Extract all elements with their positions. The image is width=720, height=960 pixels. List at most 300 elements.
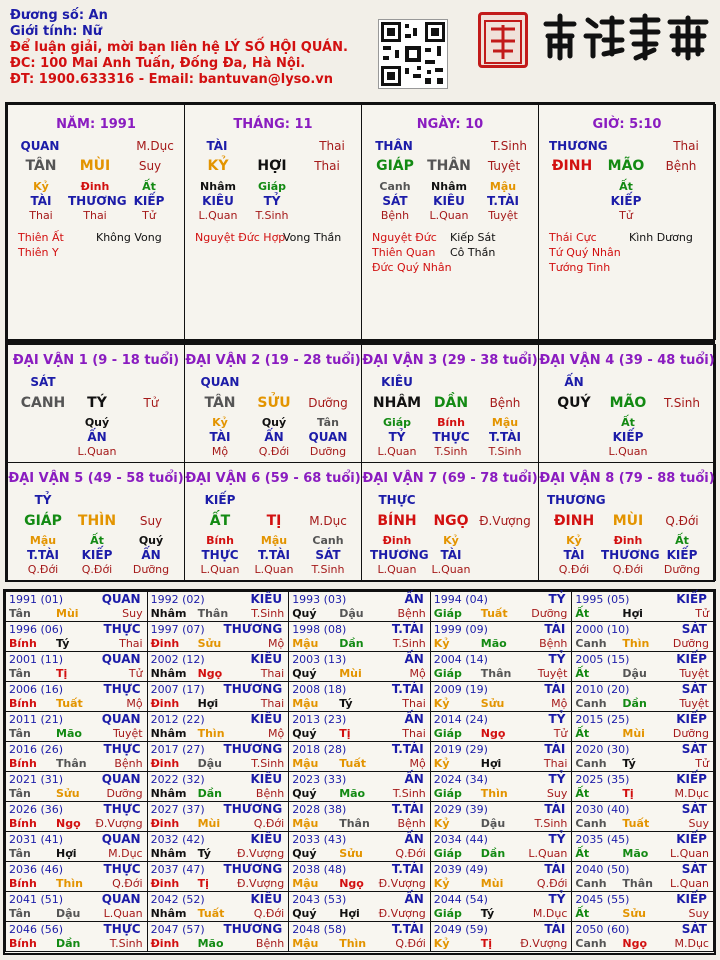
decade-stem-star: QUAN <box>200 375 240 389</box>
year-label: 2031 (41) <box>9 833 64 846</box>
year-cell <box>430 771 573 802</box>
year-star: T.TÀI <box>391 802 424 816</box>
shensha-left: Nguyệt Đức Hợp <box>195 231 286 244</box>
year-cell <box>147 801 290 832</box>
year-star: ẤN <box>404 592 424 606</box>
decade-cell <box>361 344 539 463</box>
year-branch: Tuất <box>339 757 366 770</box>
year-stem: Giáp <box>433 847 462 860</box>
year-stem: Quý <box>292 787 317 800</box>
decade-hidden-stem: Ất <box>675 534 689 547</box>
year-branch: Thân <box>197 607 229 620</box>
year-label: 2039 (49) <box>433 863 488 876</box>
year-label: 2002 (12) <box>150 653 205 666</box>
year-phase: Mộ <box>551 697 568 710</box>
decade-title: ĐẠI VẬN 2 (19 - 28 tuổi) <box>185 353 361 368</box>
year-phase: Mộ <box>267 637 285 650</box>
year-star: QUAN <box>101 892 141 906</box>
year-phase: T.Sinh <box>534 817 568 830</box>
decade-hidden-star: T.TÀI <box>489 430 521 444</box>
decade-hidden-star: KIẾP <box>81 548 113 562</box>
year-star: THỰC <box>103 802 141 816</box>
year-stem: Mậu <box>292 817 319 830</box>
annual-luck-table <box>3 589 716 955</box>
pillar-earthly-branch: HỢI <box>257 158 287 174</box>
pillar-cell <box>184 104 362 340</box>
owner-info <box>10 8 370 88</box>
year-phase: Tuyệt <box>679 667 709 680</box>
year-phase: Dưỡng <box>106 787 143 800</box>
decade-hidden-stem: Giáp <box>382 416 412 429</box>
decade-hidden-star: THƯƠNG <box>601 548 660 562</box>
shensha-left: Thái Cực <box>549 231 597 244</box>
year-branch: Dậu <box>622 667 647 680</box>
year-star: THỰC <box>103 682 141 696</box>
year-stem: Đinh <box>150 937 180 950</box>
year-star: KIẾP <box>676 832 707 846</box>
decade-stem-star: KIẾP <box>204 493 236 507</box>
year-phase: Q.Đới <box>112 877 143 890</box>
hidden-stem-phase: Tử <box>619 209 633 222</box>
decade-phase: Suy <box>139 514 163 528</box>
year-star: KIÊU <box>250 892 283 906</box>
year-cell <box>147 681 290 712</box>
year-stem: Nhâm <box>150 727 187 740</box>
year-label: 2012 (22) <box>150 713 205 726</box>
year-branch: Mão <box>622 847 649 860</box>
year-star: THỰC <box>103 742 141 756</box>
year-branch: Dậu <box>480 817 506 830</box>
year-branch: Sửu <box>480 697 505 710</box>
brand-calligraphy-graphic <box>540 10 712 66</box>
decade-cell <box>184 462 362 581</box>
year-star: TÀI <box>544 922 566 936</box>
year-cell <box>571 921 714 952</box>
shensha-right: Không Vong <box>96 231 162 244</box>
year-stem: Quý <box>292 727 317 740</box>
year-label: 2020 (30) <box>575 743 630 756</box>
year-star: T.TÀI <box>391 622 424 636</box>
decade-hidden-star: THƯƠNG <box>370 548 429 562</box>
year-star: THƯƠNG <box>223 682 283 696</box>
decade-hidden-phase: L.Quan <box>377 563 417 576</box>
pillar-heavenly-stem: ĐINH <box>551 158 593 174</box>
decade-hidden-star: TỶ <box>388 430 406 444</box>
year-star: SÁT <box>681 922 707 936</box>
year-star: TÀI <box>544 862 566 876</box>
year-cell <box>288 801 431 832</box>
pillar-branch-phase: Tuyệt <box>487 159 521 173</box>
year-stem: Bính <box>9 877 37 890</box>
year-phase: Thai <box>119 637 143 650</box>
year-stem: Canh <box>575 817 607 830</box>
year-label: 2028 (38) <box>292 803 347 816</box>
year-cell <box>5 651 148 682</box>
year-stem: Mậu <box>292 877 319 890</box>
shensha-left: Đức Quý Nhân <box>372 261 452 274</box>
decade-hidden-stem: Mậu <box>29 534 57 547</box>
decade-hidden-stem: Kỷ <box>566 534 582 547</box>
year-label: 2004 (14) <box>433 653 488 666</box>
year-cell <box>288 681 431 712</box>
year-label: 2005 (15) <box>575 653 630 666</box>
year-branch: Tị <box>197 877 209 890</box>
year-phase: Thai <box>260 697 285 710</box>
year-phase: Bệnh <box>255 787 285 800</box>
pillar-branch-phase: Thai <box>314 159 340 173</box>
year-branch: Hợi <box>339 907 360 920</box>
decade-hidden-phase: Q.Đới <box>558 563 590 576</box>
year-cell <box>430 891 573 922</box>
year-label: 2043 (53) <box>292 893 347 906</box>
year-cell <box>571 651 714 682</box>
decade-earthly-branch: MÙI <box>612 513 644 529</box>
year-stem: Mậu <box>292 637 319 650</box>
hidden-stem-star: KIẾP <box>610 194 642 208</box>
year-branch: Dần <box>56 937 81 950</box>
year-star: THƯƠNG <box>223 742 283 756</box>
contact-phone-email: ĐT: 1900.633316 - Email: bantuvan@lyso.vn <box>10 72 334 87</box>
contact-address: ĐC: 100 Mai Anh Tuấn, Đống Đa, Hà Nội. <box>10 56 306 71</box>
year-phase: Mộ <box>409 757 426 770</box>
year-branch: Sửu <box>56 787 80 800</box>
decade-stem-star: KIÊU <box>381 375 413 389</box>
year-phase: Q.Đới <box>253 817 285 830</box>
year-cell <box>5 681 148 712</box>
year-phase: Suy <box>688 907 709 920</box>
year-label: 1994 (04) <box>433 593 488 606</box>
year-cell <box>571 891 714 922</box>
decade-hidden-phase: Q.Đới <box>258 445 290 458</box>
year-cell <box>571 681 714 712</box>
year-branch: Dần <box>480 847 506 860</box>
contact-invite: Để luận giải, mời bạn liên hệ LÝ SỐ HỘI QUÁN. <box>10 40 348 55</box>
year-stem: Quý <box>292 607 317 620</box>
year-cell <box>288 651 431 682</box>
year-star: THƯƠNG <box>223 922 283 936</box>
year-cell <box>430 801 573 832</box>
hidden-stem: Ất <box>142 180 156 193</box>
pillar-heavenly-stem: GIÁP <box>376 158 414 174</box>
year-label: 2007 (17) <box>150 683 205 696</box>
pillar-title: NGÀY: 10 <box>416 117 484 132</box>
year-phase: Suy <box>546 787 568 800</box>
year-branch: Mùi <box>197 817 221 830</box>
decade-stem-star: SÁT <box>30 375 56 389</box>
year-cell <box>147 891 290 922</box>
decade-hidden-stem: Mậu <box>260 534 288 547</box>
year-star: TÀI <box>544 802 566 816</box>
pillar-title: THÁNG: 11 <box>233 117 313 132</box>
decade-earthly-branch: MÃO <box>609 395 647 411</box>
shensha-right: Vong Thần <box>283 231 342 244</box>
year-stem: Mậu <box>292 697 319 710</box>
year-cell <box>288 741 431 772</box>
hidden-stem: Canh <box>379 180 411 193</box>
decade-hidden-phase: L.Quan <box>431 563 471 576</box>
year-label: 2014 (24) <box>433 713 488 726</box>
year-cell <box>430 621 573 652</box>
year-cell <box>571 831 714 862</box>
year-branch: Thân <box>480 667 512 680</box>
year-stem: Tân <box>9 787 31 800</box>
year-phase: T.Sinh <box>392 637 426 650</box>
decade-heavenly-stem: NHÂM <box>372 395 422 411</box>
hidden-stem-phase: Bệnh <box>380 209 410 222</box>
year-cell <box>571 771 714 802</box>
year-cell <box>5 591 148 622</box>
year-cell <box>288 711 431 742</box>
decade-hidden-stem: Kỷ <box>212 416 228 429</box>
year-star: KIÊU <box>250 592 283 606</box>
year-stem: Canh <box>575 937 607 950</box>
year-branch: Thìn <box>622 637 650 650</box>
hidden-stem-phase: T.Sinh <box>255 209 289 222</box>
year-stem: Nhâm <box>150 607 187 620</box>
year-label: 2000 (10) <box>575 623 630 636</box>
shensha-right: Kình Dương <box>629 231 693 244</box>
year-stem: Giáp <box>433 787 462 800</box>
decade-hidden-stem: Quý <box>84 416 110 429</box>
decade-hidden-star: THỰC <box>201 548 239 562</box>
year-stem: Quý <box>292 667 317 680</box>
decade-hidden-phase: L.Quan <box>254 563 294 576</box>
year-star: T.TÀI <box>391 922 424 936</box>
year-phase: Đ.Vượng <box>236 847 285 860</box>
year-stem: Kỷ <box>433 877 450 890</box>
decade-hidden-star: ẤN <box>264 430 284 444</box>
decade-hidden-stem: Kỷ <box>443 534 459 547</box>
hidden-stem: Kỷ <box>33 180 49 193</box>
year-phase: Tử <box>695 757 709 770</box>
year-star: TÀI <box>544 742 566 756</box>
year-branch: Ngọ <box>339 877 364 890</box>
qr-code-icon[interactable] <box>378 19 448 89</box>
decade-hidden-stem: Quý <box>261 416 287 429</box>
pillar-stem-phase: T.Sinh <box>491 139 527 153</box>
year-stem: Ất <box>575 727 590 740</box>
year-stem: Nhâm <box>150 787 187 800</box>
hidden-stem-star: KIÊU <box>433 194 465 208</box>
decade-hidden-phase: Dưỡng <box>663 563 701 576</box>
year-branch: Ngọ <box>197 667 223 680</box>
year-label: 2035 (45) <box>575 833 630 846</box>
decade-hidden-star: SÁT <box>315 548 341 562</box>
decade-cell <box>538 344 716 463</box>
year-star: THỰC <box>103 922 141 936</box>
shensha-right: Kiếp Sát <box>450 231 496 244</box>
decade-phase: Q.Đới <box>665 514 699 528</box>
year-cell <box>571 801 714 832</box>
year-label: 2027 (37) <box>150 803 205 816</box>
year-phase: M.Dục <box>108 847 143 860</box>
decade-heavenly-stem: TÂN <box>204 395 236 411</box>
year-label: 1991 (01) <box>9 593 64 606</box>
year-cell <box>147 651 290 682</box>
decade-title: ĐẠI VẬN 4 (39 - 48 tuổi) <box>539 353 715 368</box>
pillar-earthly-branch: MÃO <box>607 158 645 174</box>
decade-hidden-star: THỰC <box>432 430 470 444</box>
year-star: KIẾP <box>676 712 707 726</box>
year-label: 2047 (57) <box>150 923 205 936</box>
year-phase: T.Sinh <box>251 607 285 620</box>
year-label: 2036 (46) <box>9 863 64 876</box>
year-label: 2023 (33) <box>292 773 347 786</box>
year-branch: Ngọ <box>56 817 81 830</box>
year-phase: Dưỡng <box>531 607 568 620</box>
decade-hidden-star: TÀI <box>440 548 462 562</box>
decade-heavenly-stem: QUÝ <box>557 395 591 411</box>
decade-hidden-phase: Q.Đới <box>81 563 113 576</box>
year-label: 2011 (21) <box>9 713 64 726</box>
year-label: 2041 (51) <box>9 893 64 906</box>
year-phase: Bệnh <box>397 607 426 620</box>
hidden-stem-star: TÀI <box>30 194 52 208</box>
year-phase: Thai <box>402 727 426 740</box>
year-cell <box>147 771 290 802</box>
year-label: 2006 (16) <box>9 683 64 696</box>
decade-hidden-phase: T.Sinh <box>488 445 522 458</box>
year-label: 2029 (39) <box>433 803 488 816</box>
year-cell <box>147 741 290 772</box>
year-phase: Dưỡng <box>672 637 709 650</box>
year-stem: Ất <box>575 607 590 620</box>
year-star: THƯƠNG <box>223 862 283 876</box>
decade-earthly-branch: TỊ <box>266 513 282 529</box>
shensha-left: Tứ Quý Nhân <box>549 246 621 259</box>
decade-hidden-phase: T.Sinh <box>311 563 345 576</box>
year-phase: T.Sinh <box>251 757 285 770</box>
decade-stem-star: THỰC <box>378 493 416 507</box>
pillar-title: GIỜ: 5:10 <box>592 117 662 132</box>
year-star: TỶ <box>548 712 566 726</box>
hidden-stem-phase: L.Quan <box>198 209 238 222</box>
year-stem: Tân <box>9 907 31 920</box>
year-cell <box>430 651 573 682</box>
year-star: TỶ <box>548 592 566 606</box>
year-star: KIẾP <box>676 652 707 666</box>
hidden-stem-star: T.TÀI <box>487 194 519 208</box>
year-stem: Ất <box>575 667 590 680</box>
year-branch: Thân <box>56 757 87 770</box>
year-cell <box>430 711 573 742</box>
year-phase: Bệnh <box>539 637 568 650</box>
year-cell <box>571 621 714 652</box>
hidden-stem-star: KIẾP <box>133 194 165 208</box>
year-star: THỰC <box>103 862 141 876</box>
year-stem: Tân <box>9 607 31 620</box>
year-phase: Tuyệt <box>679 697 709 710</box>
decade-title: ĐẠI VẬN 6 (59 - 68 tuổi) <box>185 471 361 486</box>
decade-heavenly-stem: ĐINH <box>553 513 595 529</box>
year-branch: Dần <box>197 787 222 800</box>
pillar-earthly-branch: THÂN <box>427 158 471 174</box>
decade-hidden-stem: Canh <box>312 534 344 547</box>
year-star: QUAN <box>101 772 141 786</box>
decade-hidden-phase: L.Quan <box>77 445 117 458</box>
year-cell <box>5 831 148 862</box>
year-stem: Bính <box>9 637 37 650</box>
year-cell <box>5 741 148 772</box>
year-branch: Dần <box>622 697 647 710</box>
year-phase: T.Sinh <box>392 787 426 800</box>
decade-earthly-branch: SỬU <box>257 395 291 411</box>
shensha-left: Nguyệt Đức <box>372 231 437 244</box>
year-label: 2049 (59) <box>433 923 488 936</box>
year-phase: Đ.Vượng <box>236 877 285 890</box>
decade-hidden-phase: L.Quan <box>200 563 240 576</box>
year-star: THƯƠNG <box>223 622 283 636</box>
year-stem: Giáp <box>433 727 462 740</box>
year-phase: Tử <box>553 727 568 740</box>
year-label: 1992 (02) <box>150 593 205 606</box>
year-label: 2013 (23) <box>292 713 347 726</box>
hidden-stem-phase: L.Quan <box>429 209 469 222</box>
year-star: KIÊU <box>250 772 283 786</box>
year-phase: Đ.Vượng <box>95 817 143 830</box>
pillar-stem-phase: Thai <box>319 139 345 153</box>
year-star: ẤN <box>404 772 424 786</box>
year-star: QUAN <box>101 832 141 846</box>
decade-earthly-branch: TÝ <box>87 395 107 411</box>
decade-hidden-stem: Bính <box>437 416 465 429</box>
decade-hidden-stem: Bính <box>206 534 234 547</box>
year-stem: Kỷ <box>433 697 450 710</box>
year-star: SÁT <box>681 742 707 756</box>
year-stem: Đinh <box>150 697 180 710</box>
pillar-stem-star: TÀI <box>206 139 228 153</box>
year-star: KIẾP <box>676 592 707 606</box>
year-label: 2024 (34) <box>433 773 488 786</box>
decade-cell <box>7 344 185 463</box>
seal-graphic <box>481 17 525 67</box>
decade-hidden-star: T.TÀI <box>27 548 59 562</box>
year-stem: Tân <box>9 667 31 680</box>
year-phase: L.Quan <box>528 847 568 860</box>
pillar-stem-phase: Thai <box>673 139 699 153</box>
year-phase: Tử <box>695 607 709 620</box>
year-branch: Hợi <box>622 607 643 620</box>
hidden-stem-star: THƯƠNG <box>68 194 127 208</box>
year-branch: Ngọ <box>622 937 648 950</box>
year-branch: Thìn <box>197 727 225 740</box>
year-star: QUAN <box>101 652 141 666</box>
pillar-heavenly-stem: KỶ <box>207 158 229 174</box>
decade-hidden-star: ẤN <box>141 548 161 562</box>
decade-phase: Tử <box>143 396 159 410</box>
year-cell <box>288 831 431 862</box>
pillar-cell <box>7 104 185 340</box>
year-branch: Hợi <box>56 847 77 860</box>
year-cell <box>5 771 148 802</box>
year-label: 2001 (11) <box>9 653 64 666</box>
year-stem: Mậu <box>292 757 319 770</box>
decade-cell <box>361 462 539 581</box>
year-cell <box>430 681 573 712</box>
year-branch: Mùi <box>56 607 79 620</box>
year-cell <box>430 591 573 622</box>
year-phase: L.Quan <box>670 877 709 890</box>
year-branch: Tý <box>622 757 636 770</box>
year-branch: Mão <box>480 637 507 650</box>
year-label: 2046 (56) <box>9 923 64 936</box>
year-phase: Suy <box>688 817 709 830</box>
year-phase: Q.Đới <box>395 847 426 860</box>
year-phase: Suy <box>122 607 143 620</box>
year-star: TÀI <box>544 682 566 696</box>
year-phase: Dưỡng <box>672 727 709 740</box>
year-phase: Tuyệt <box>537 667 568 680</box>
